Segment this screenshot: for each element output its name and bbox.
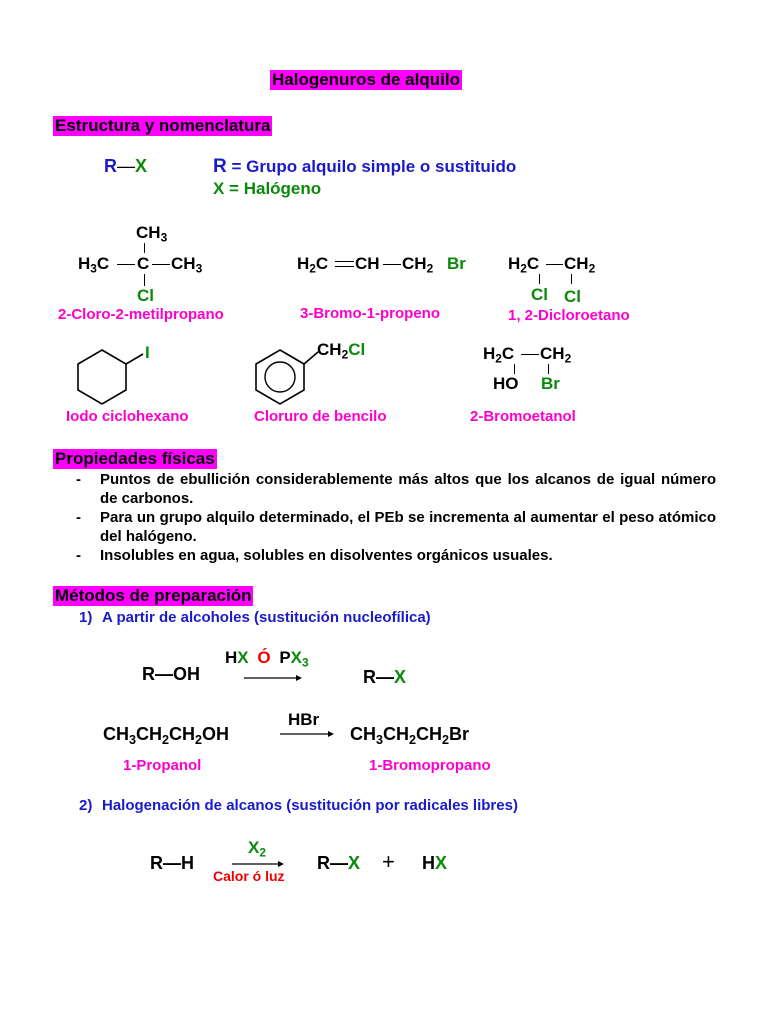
compound1-h3c-left: $H_3C$ xyxy=(78,254,110,276)
reaction2-product-formula: $CH_3CH_2CH_2Br$ xyxy=(350,724,470,747)
compound2-br: Br xyxy=(447,254,466,273)
compound4-iodine: I xyxy=(145,343,150,362)
method1-number: 1) xyxy=(79,609,93,626)
definition-x: X = Halógeno xyxy=(213,179,322,198)
compound1-central-c: C xyxy=(137,254,150,273)
compound3-h2c: $H_2C$ xyxy=(508,254,540,276)
compound6-h2c: $H_2C$ xyxy=(483,344,515,366)
reaction2-product-name: 1-Bromopropano xyxy=(369,757,491,774)
compound-name-6: 2-Bromoetanol xyxy=(470,408,576,425)
compound2-ch: CH xyxy=(355,254,380,273)
list-item: - Para un grupo alquilo determinado, el PEb se incrementa al aumentar el peso atómico del halógeno. xyxy=(76,508,716,546)
reaction1-reactant: R—OH xyxy=(142,664,200,684)
rx-formula: R—X xyxy=(104,156,148,176)
compound-name-5: Cloruro de bencilo xyxy=(254,408,387,425)
compound6-ho: HO xyxy=(493,374,519,393)
method1-title: A partir de alcoholes (sustitución nucleofílica) xyxy=(102,609,431,626)
reaction2-reagent: HBr xyxy=(288,710,320,729)
compound-name-4: Iodo ciclohexano xyxy=(66,408,189,425)
reaction3-byproduct: HX xyxy=(422,853,448,873)
section-heading-structure: Estructura y nomenclatura xyxy=(55,116,271,135)
compound3-cl-left: Cl xyxy=(531,285,548,304)
definition-r: R = Grupo alquilo simple o sustituido xyxy=(213,156,517,177)
section-heading-methods: Métodos de preparación xyxy=(55,586,252,605)
reaction3-reagent: $X_2$ xyxy=(248,838,266,860)
plus-sign: + xyxy=(382,849,395,874)
compound-name-2: 3-Bromo-1-propeno xyxy=(300,305,440,322)
reaction2-reactant-formula: $CH_3CH_2CH_2OH$ xyxy=(103,724,230,747)
compound1-ch3-right: $CH_3$ xyxy=(171,254,203,276)
compound1-cl: Cl xyxy=(137,286,154,305)
compound6-br: Br xyxy=(541,374,560,393)
compound6-ch2: $CH_2$ xyxy=(540,344,572,366)
method2-title: Halogenación de alcanos (sustitución por radicales libres) xyxy=(102,797,518,814)
compound2-ch2: $CH_2$ xyxy=(402,254,434,276)
reaction2-reactant-name: 1-Propanol xyxy=(123,757,202,774)
reaction3-condition: Calor ó luz xyxy=(213,868,285,884)
compound2-h2c: $H_2C$ xyxy=(297,254,329,276)
compound3-ch2: $CH_2$ xyxy=(564,254,596,276)
list-item: - Puntos de ebullición considerablemente más altos que los alcanos de igual número de carbonos. xyxy=(76,470,716,508)
list-item: - Insolubles en agua, solubles en disolventes orgánicos usuales. xyxy=(76,546,716,565)
reaction3-reactant: R—H xyxy=(150,853,194,873)
compound3-cl-right: Cl xyxy=(564,287,581,306)
reaction1-reagent: HX Ó $PX_3$ xyxy=(225,648,309,670)
reaction1-product: R—X xyxy=(363,667,407,687)
reaction3-product: R—X xyxy=(317,853,361,873)
method2-number: 2) xyxy=(79,797,93,814)
compound5-ch2cl: $CH_2Cl$ xyxy=(317,340,366,362)
compound1-ch3-top: $CH_3$ xyxy=(136,223,168,245)
section-heading-properties: Propiedades físicas xyxy=(55,449,215,468)
page-title: Halogenuros de alquilo xyxy=(272,70,460,89)
compound-name-1: 2-Cloro-2-metilpropano xyxy=(58,306,224,323)
compound-name-3: 1, 2-Dicloroetano xyxy=(508,307,630,324)
